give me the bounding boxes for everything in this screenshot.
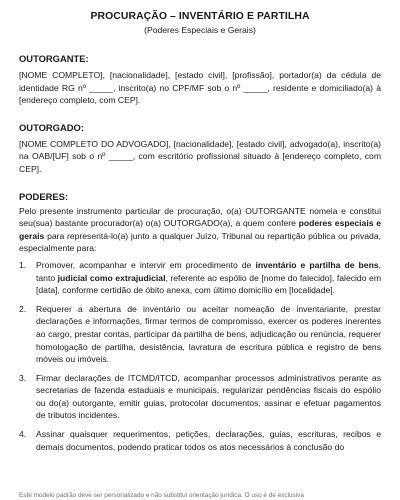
outorgante-text: [NOME COMPLETO], [nacionalidade], [estado civil], [profissão], portador(a) da cédula de identidade RG nº _____, inscrito(a) no CPF/MF sob o nº _____, residente e domiciliado(a) à [endereço completo, com CEP]. bbox=[19, 70, 381, 106]
poderes-section bbox=[19, 191, 381, 454]
outorgante-section bbox=[19, 53, 381, 107]
list-item-text: Firmar declarações de ITCMD/ITCD, acompanhar processos administrativos perante as secretarias de fazenda estaduais e municipais, regularizar pendências fiscais do espólio ou do(a) outorgante, emitir guias, protocolar documentos, assinar e efetuar pagamentos de tributos incidentes. bbox=[36, 372, 381, 421]
list-item-emphasis: judicial como extrajudicial bbox=[57, 272, 166, 283]
list-item-text: , tanto bbox=[36, 259, 382, 283]
poderes-intro-emphasis: poderes especiais e gerais bbox=[19, 218, 381, 241]
poderes-list-item bbox=[19, 428, 381, 453]
poderes-heading: PODERES: bbox=[19, 190, 68, 202]
outorgado-section bbox=[19, 122, 381, 176]
document-subtitle: (Poderes Especiais e Gerais) bbox=[144, 25, 256, 35]
list-item-number: 4. bbox=[19, 429, 27, 440]
poderes-list-item bbox=[19, 259, 381, 297]
list-item-text: , referente ao espólio de [nome do falecido], falecido em [data], conforme certidão de óbito anexa, com último domicílio em [localidade]. bbox=[36, 272, 381, 296]
list-item-number: 3. bbox=[19, 372, 27, 383]
poderes-intro bbox=[19, 205, 381, 255]
document-title: PROCURAÇÃO – INVENTÁRIO E PARTILHA bbox=[90, 11, 310, 22]
list-item-number: 1. bbox=[19, 259, 27, 270]
list-item-emphasis: inventário e partilha de bens bbox=[255, 259, 379, 270]
poderes-list-item bbox=[19, 372, 381, 422]
list-item-text: Requerer a abertura de inventário ou aceitar nomeação de inventariante, prestar declarações e informações, firmar termos de compromisso, exercer os poderes inerentes ao cargo, prestar contas, participar da partilha de bens, adjudicação ou renúncia, requerer homologação de partilha, desistência, lavratura de escritura pública e registro de bens móveis ou imóveis. bbox=[36, 303, 381, 365]
poderes-list-item bbox=[19, 303, 381, 366]
list-item-number: 2. bbox=[19, 303, 27, 314]
outorgado-heading: OUTORGADO: bbox=[19, 121, 84, 133]
outorgado-text: [NOME COMPLETO DO ADVOGADO], [nacionalidade], [estado civil], advogado(a), inscrito(a) na OAB/[UF] sob o nº _____, com escritório profissional situado à [endereço completo, com CEP]. bbox=[19, 138, 381, 174]
list-item-text: Assinar quaisquer requerimentos, petições, declarações, guias, escrituras, recibos e demais documentos, podendo praticar todos os atos necessários à conclusão do bbox=[36, 429, 381, 452]
list-item-text: Promover, acompanhar e intervir em procedimento de bbox=[36, 259, 256, 270]
page-footer-disclaimer: Este modelo padrão deve ser personalizado e não substitui orientação jurídica. O uso é de exclusiva bbox=[19, 492, 304, 499]
poderes-intro-text-c: para representá-lo(a) junto a qualquer Juízo, Tribunal ou repartição pública ou privada, especialmente para: bbox=[19, 230, 381, 254]
poderes-intro-text-a: Pelo presente instrumento particular de procuração, o(a) OUTORGANTE nomeia e constitui seu(sua) bastante procurador(a) o(a) OUTORGADO(a), a quem confere bbox=[19, 205, 381, 229]
outorgante-heading: OUTORGANTE: bbox=[19, 53, 89, 64]
poderes-list bbox=[19, 259, 381, 453]
